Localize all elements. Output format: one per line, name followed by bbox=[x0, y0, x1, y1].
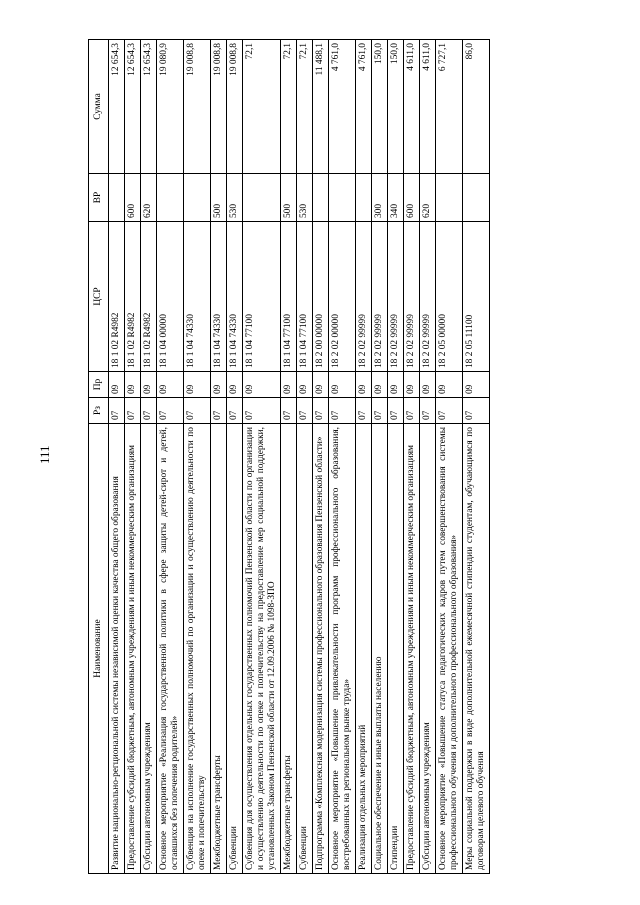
cell-rz: 07 bbox=[329, 398, 356, 424]
cell-pr: 09 bbox=[109, 372, 125, 398]
table-row bbox=[463, 40, 490, 874]
cell-name: Меры социальной поддержки в виде дополнительной ежемесячной стипендии студентам, обучающимся по договорам целевого обучения bbox=[463, 424, 490, 874]
cell-csr: 18 2 02 00000 bbox=[329, 222, 356, 372]
cell-pr: 09 bbox=[243, 372, 281, 398]
cell-rz: 07 bbox=[125, 398, 141, 424]
cell-name: Основное мероприятие «Повышение привлекательности программ профессионального образования, востребованных на региональном рынке труда» bbox=[329, 424, 356, 874]
cell-csr: 18 2 05 11100 bbox=[463, 222, 490, 372]
header-csr: ЦСР bbox=[89, 222, 109, 372]
cell-vr bbox=[243, 174, 281, 222]
budget-table bbox=[88, 39, 490, 874]
cell-sum: 12 654,3 bbox=[109, 40, 125, 174]
cell-vr bbox=[313, 174, 329, 222]
cell-pr: 09 bbox=[211, 372, 227, 398]
cell-sum: 72,1 bbox=[297, 40, 313, 174]
table-row bbox=[372, 40, 388, 874]
cell-rz: 07 bbox=[356, 398, 372, 424]
cell-sum: 12 654,3 bbox=[141, 40, 157, 174]
table-row bbox=[227, 40, 243, 874]
cell-vr: 340 bbox=[388, 174, 404, 222]
cell-sum: 19 008,8 bbox=[211, 40, 227, 174]
cell-name: Развитие национально-регциональной системы независимой оценки качества общего образования bbox=[109, 424, 125, 874]
cell-sum: 4 761,0 bbox=[356, 40, 372, 174]
rotated-table-container bbox=[88, 40, 558, 874]
cell-vr: 530 bbox=[227, 174, 243, 222]
header-vr: ВР bbox=[89, 174, 109, 222]
cell-name: Субсидии автономным учреждениям bbox=[420, 424, 436, 874]
cell-rz: 07 bbox=[157, 398, 184, 424]
cell-sum: 72,1 bbox=[281, 40, 297, 174]
cell-rz: 07 bbox=[313, 398, 329, 424]
cell-name: Стипендии bbox=[388, 424, 404, 874]
cell-csr: 18 2 02 99999 bbox=[420, 222, 436, 372]
table-row bbox=[356, 40, 372, 874]
cell-sum: 4 611,0 bbox=[420, 40, 436, 174]
cell-sum: 150,0 bbox=[372, 40, 388, 174]
table-row bbox=[157, 40, 184, 874]
cell-rz: 07 bbox=[436, 398, 463, 424]
cell-pr: 09 bbox=[141, 372, 157, 398]
cell-vr: 500 bbox=[281, 174, 297, 222]
cell-rz: 07 bbox=[388, 398, 404, 424]
table-row bbox=[125, 40, 141, 874]
cell-csr: 18 2 02 99999 bbox=[372, 222, 388, 372]
table-row bbox=[388, 40, 404, 874]
cell-name: Субвенции bbox=[227, 424, 243, 874]
cell-name: Межбюджетные трансферты bbox=[211, 424, 227, 874]
cell-csr: 18 2 05 00000 bbox=[436, 222, 463, 372]
cell-pr: 09 bbox=[372, 372, 388, 398]
cell-name: Основное мероприятие «Повышение статуса педагогических кадров путем совершенствования системы профессионального обучения и дополнительного профессионального образования» bbox=[436, 424, 463, 874]
cell-pr: 09 bbox=[356, 372, 372, 398]
cell-name: Предоставление субсидий бюджетным, автономным учреждениям и иным некоммерческим организациям bbox=[404, 424, 420, 874]
cell-pr: 09 bbox=[281, 372, 297, 398]
cell-name: Субвенции bbox=[297, 424, 313, 874]
cell-sum: 6 727,1 bbox=[436, 40, 463, 174]
cell-rz: 07 bbox=[141, 398, 157, 424]
cell-pr: 09 bbox=[329, 372, 356, 398]
cell-vr bbox=[109, 174, 125, 222]
cell-vr bbox=[329, 174, 356, 222]
cell-pr: 09 bbox=[436, 372, 463, 398]
table-body bbox=[109, 40, 490, 874]
cell-pr: 09 bbox=[388, 372, 404, 398]
cell-sum: 150,0 bbox=[388, 40, 404, 174]
cell-name: Реализация отдельных мероприятий bbox=[356, 424, 372, 874]
table-row bbox=[281, 40, 297, 874]
cell-sum: 19 008,8 bbox=[184, 40, 211, 174]
cell-rz: 07 bbox=[420, 398, 436, 424]
cell-pr: 09 bbox=[420, 372, 436, 398]
table-row bbox=[313, 40, 329, 874]
cell-rz: 07 bbox=[211, 398, 227, 424]
cell-pr: 09 bbox=[125, 372, 141, 398]
cell-name: Основное мероприятие «Реализация государственной политики в сфере защиты детей-сирот и детей, оставшихся без попечения родителей» bbox=[157, 424, 184, 874]
cell-csr: 18 1 02 R4982 bbox=[141, 222, 157, 372]
cell-csr: 18 2 02 99999 bbox=[388, 222, 404, 372]
table-header-row bbox=[89, 40, 109, 874]
cell-vr bbox=[436, 174, 463, 222]
table-row bbox=[329, 40, 356, 874]
table-row bbox=[243, 40, 281, 874]
table-row bbox=[109, 40, 125, 874]
table-row bbox=[404, 40, 420, 874]
cell-csr: 18 1 04 77100 bbox=[297, 222, 313, 372]
cell-csr: 18 1 04 74330 bbox=[184, 222, 211, 372]
cell-csr: 18 2 02 99999 bbox=[404, 222, 420, 372]
cell-sum: 86,0 bbox=[463, 40, 490, 174]
header-name: Наименование bbox=[89, 424, 109, 874]
cell-csr: 18 1 04 00000 bbox=[157, 222, 184, 372]
cell-pr: 09 bbox=[313, 372, 329, 398]
cell-pr: 09 bbox=[157, 372, 184, 398]
cell-vr: 620 bbox=[420, 174, 436, 222]
cell-vr bbox=[356, 174, 372, 222]
cell-vr: 600 bbox=[404, 174, 420, 222]
cell-rz: 07 bbox=[404, 398, 420, 424]
cell-name: Субсидии автономным учреждениям bbox=[141, 424, 157, 874]
cell-csr: 18 1 04 77100 bbox=[243, 222, 281, 372]
cell-csr: 18 2 00 00000 bbox=[313, 222, 329, 372]
cell-sum: 12 654,3 bbox=[125, 40, 141, 174]
cell-pr: 09 bbox=[463, 372, 490, 398]
cell-rz: 07 bbox=[184, 398, 211, 424]
cell-vr bbox=[184, 174, 211, 222]
cell-csr: 18 1 02 R4982 bbox=[125, 222, 141, 372]
table-row bbox=[436, 40, 463, 874]
table-row bbox=[297, 40, 313, 874]
cell-name: Предоставление субсидий бюджетным, автономным учреждениям и иным некоммерческим организациям bbox=[125, 424, 141, 874]
table-row bbox=[184, 40, 211, 874]
cell-sum: 19 008,8 bbox=[227, 40, 243, 174]
cell-name: Субвенция на исполнение государственных полномочий по организации и осуществлению деятельности по опеке и попечительству bbox=[184, 424, 211, 874]
cell-sum: 72,1 bbox=[243, 40, 281, 174]
header-rz: Рз bbox=[89, 398, 109, 424]
cell-rz: 07 bbox=[243, 398, 281, 424]
header-pr: Пр bbox=[89, 372, 109, 398]
cell-vr bbox=[157, 174, 184, 222]
cell-sum: 11 488,1 bbox=[313, 40, 329, 174]
cell-vr: 600 bbox=[125, 174, 141, 222]
cell-vr bbox=[463, 174, 490, 222]
cell-name: Подпрограмма «Комплексная модернизация системы профессионального образования Пензенской области» bbox=[313, 424, 329, 874]
cell-pr: 09 bbox=[297, 372, 313, 398]
cell-name: Межбюджетные трансферты bbox=[281, 424, 297, 874]
header-sum: Сумма bbox=[89, 40, 109, 174]
cell-rz: 07 bbox=[463, 398, 490, 424]
cell-vr: 300 bbox=[372, 174, 388, 222]
table-row bbox=[141, 40, 157, 874]
cell-csr: 18 1 04 74330 bbox=[227, 222, 243, 372]
cell-pr: 09 bbox=[404, 372, 420, 398]
cell-sum: 19 080,9 bbox=[157, 40, 184, 174]
table-row bbox=[211, 40, 227, 874]
cell-rz: 07 bbox=[297, 398, 313, 424]
cell-csr: 18 1 04 74330 bbox=[211, 222, 227, 372]
cell-sum: 4 761,0 bbox=[329, 40, 356, 174]
cell-vr: 620 bbox=[141, 174, 157, 222]
page-number: 111 bbox=[37, 445, 52, 464]
cell-name: Субвенция для осуществления отдельных государственных полномочий Пензенской области по организации и осуществлению деятельности по опеке и попечительству на предоставление мер социальной поддержки, установленных Законом Пензенской области от 12.09.2006 № 1098-ЗПО bbox=[243, 424, 281, 874]
cell-pr: 09 bbox=[227, 372, 243, 398]
cell-csr: 18 1 02 R4982 bbox=[109, 222, 125, 372]
cell-vr: 530 bbox=[297, 174, 313, 222]
cell-rz: 07 bbox=[281, 398, 297, 424]
cell-rz: 07 bbox=[109, 398, 125, 424]
cell-rz: 07 bbox=[372, 398, 388, 424]
table-row bbox=[420, 40, 436, 874]
cell-csr: 18 2 02 99999 bbox=[356, 222, 372, 372]
cell-pr: 09 bbox=[184, 372, 211, 398]
cell-sum: 4 611,0 bbox=[404, 40, 420, 174]
cell-name: Социальное обеспечение и иные выплаты населению bbox=[372, 424, 388, 874]
cell-rz: 07 bbox=[227, 398, 243, 424]
cell-vr: 500 bbox=[211, 174, 227, 222]
cell-csr: 18 1 04 77100 bbox=[281, 222, 297, 372]
